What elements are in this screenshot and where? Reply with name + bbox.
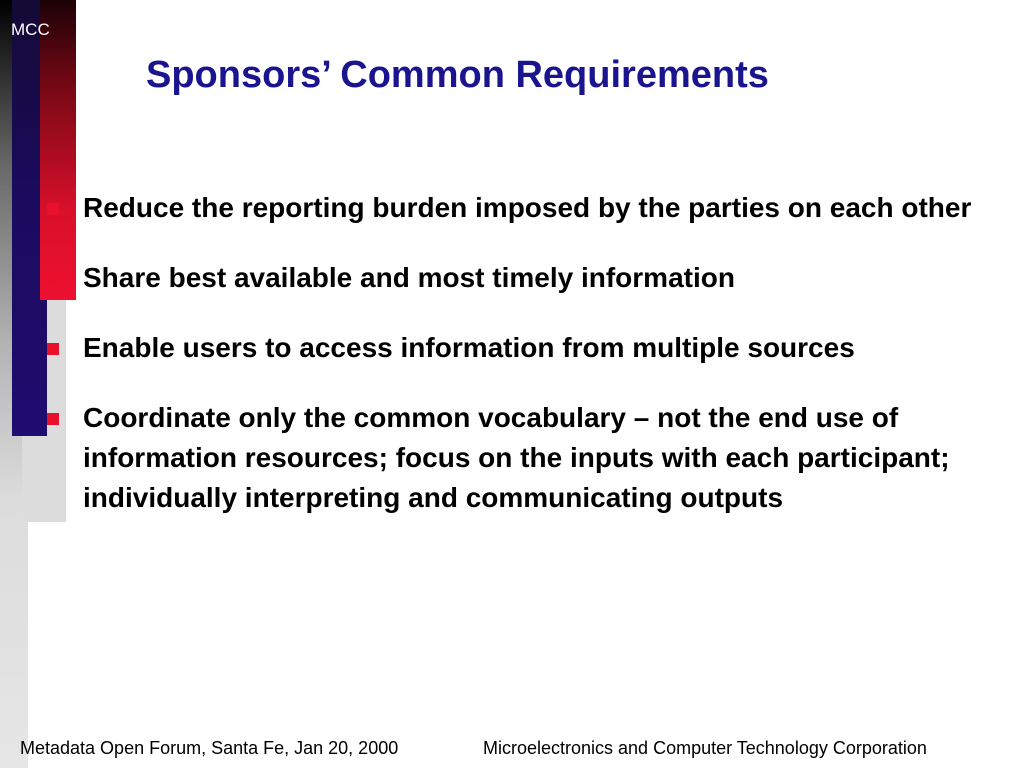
bullet-item <box>45 258 995 298</box>
bullet-item <box>45 328 995 368</box>
corner-label: MCC <box>11 20 50 39</box>
bullet-text: Share best available and most timely information <box>83 262 735 293</box>
square-bullet-icon <box>47 273 59 285</box>
bullet-text: Enable users to access information from multiple sources <box>83 332 855 363</box>
square-bullet-icon <box>47 413 59 425</box>
bullet-item <box>45 188 995 228</box>
bullet-list <box>45 188 995 518</box>
footer <box>20 738 1020 762</box>
footer-event-text: Metadata Open Forum, Santa Fe, Jan 20, 2000 <box>20 738 399 758</box>
bullet-text: Coordinate only the common vocabulary – not the end use of information resources; focus on the inputs with each participant; individually interpreting and communicating outputs <box>83 402 950 513</box>
square-bullet-icon <box>47 203 59 215</box>
bullet-text: Reduce the reporting burden imposed by the parties on each other <box>83 192 972 223</box>
bullet-item <box>45 398 995 518</box>
square-bullet-icon <box>47 343 59 355</box>
footer-organization-text: Microelectronics and Computer Technology Corporation <box>483 738 927 758</box>
slide-title: Sponsors’ Common Requirements <box>146 54 769 96</box>
